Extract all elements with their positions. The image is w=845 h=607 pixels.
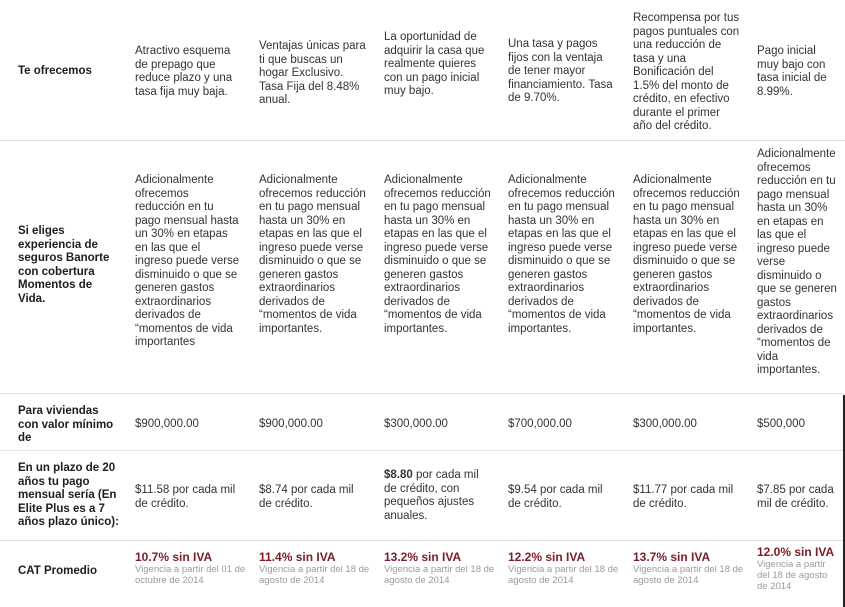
cat-note-3: Vigencia a partir del 18 de agosto de 2014: [384, 564, 495, 586]
cat-pct-6: 12.0% sin IVA: [757, 545, 835, 559]
cell-valor-minimo-5: $300,000.00: [633, 418, 697, 430]
cell-cat-1: [135, 550, 253, 586]
cell-plazo-5: $11.77 por cada mil de crédito.: [633, 484, 734, 510]
cell-plazo-2: $8.74 por cada mil de crédito.: [259, 484, 354, 510]
cell-seguros-5: Adicionalmente ofrecemos reducción en tu pago mensual hasta un 30% en etapas en las que el ingreso puede verse disminuido o que se generen gastos extraordinarios derivados de “momentos de vida importantes.: [633, 174, 740, 335]
cell-cat-4: [508, 550, 620, 586]
cell-valor-minimo-2: $900,000.00: [259, 418, 323, 430]
cell-valor-minimo-3: $300,000.00: [384, 418, 448, 430]
cell-te-ofrecemos-4: Una tasa y pagos fijos con la ventaja de tener mayor financiamiento. Tasa de 9.70%.: [508, 38, 613, 104]
cat-note-4: Vigencia a partir del 18 de agosto de 2014: [508, 564, 619, 586]
cell-plazo-6: $7.85 por cada mil de crédito.: [757, 484, 834, 510]
cell-te-ofrecemos-1: Atractivo esquema de prepago que reduce plazo y una tasa fija muy baja.: [135, 45, 233, 98]
cell-te-ofrecemos-2: Ventajas únicas para ti que buscas un hogar Exclusivo. Tasa Fija del 8.48% anual.: [259, 40, 366, 106]
cat-pct-1: 10.7% sin IVA: [135, 550, 213, 564]
cell-seguros-6: Adicionalmente ofrecemos reducción en tu pago mensual hasta un 30% en etapas en las que el ingreso puede verse disminuido o que se generen gastos extraordinarios derivados de “momentos de vida importantes.: [757, 148, 837, 376]
cell-seguros-4: Adicionalmente ofrecemos reducción en tu pago mensual hasta un 30% en etapas en las que el ingreso puede verse disminuido o que se generen gastos extraordinarios derivados de “momentos de vida importantes.: [508, 174, 615, 335]
cell-te-ofrecemos-3: La oportunidad de adquirir la casa que realmente quieres con un pago inicial muy bajo.: [384, 31, 485, 97]
cell-cat-5: [633, 550, 745, 586]
cat-pct-4: 12.2% sin IVA: [508, 550, 586, 564]
row-valor-minimo: [0, 393, 845, 451]
cell-seguros-2: Adicionalmente ofrecemos reducción en tu pago mensual hasta un 30% en etapas en las que el ingreso puede verse disminuido o que se generen gastos extraordinarios derivados de “momentos de vida importantes.: [259, 174, 366, 335]
cell-te-ofrecemos-6: Pago inicial muy bajo con tasa inicial de 8.99%.: [757, 45, 827, 98]
plazo-bold-amount: $8.80: [384, 469, 413, 481]
cell-valor-minimo-4: $700,000.00: [508, 418, 572, 430]
row-header-valor-minimo: Para viviendas con valor mínimo de: [18, 405, 114, 444]
row-seguros: [0, 140, 845, 394]
cell-plazo-4: $9.54 por cada mil de crédito.: [508, 484, 603, 510]
cell-cat-3: [384, 550, 496, 586]
cell-valor-minimo-1: $900,000.00: [135, 418, 199, 430]
cat-pct-5: 13.7% sin IVA: [633, 550, 711, 564]
row-header-seguros: Si eliges experiencia de seguros Banorte con cobertura Momentos de Vida.: [18, 225, 110, 305]
cell-seguros-3: Adicionalmente ofrecemos reducción en tu pago mensual hasta un 30% en etapas en las que el ingreso puede verse disminuido o que se generen gastos extraordinarios derivados de “momentos de vida importantes.: [384, 174, 491, 335]
row-header-cat: CAT Promedio: [18, 565, 98, 577]
cat-note-2: Vigencia a partir del 18 de agosto de 2014: [259, 564, 370, 586]
cell-te-ofrecemos-5: Recompensa por tus pagos puntuales con una reducción de tasa y una Bonificación del 1.5% del monto de crédito, en efectivo durante el primer año del crédito.: [633, 12, 740, 132]
row-plazo: [0, 450, 845, 541]
cell-cat-2: [259, 550, 371, 586]
cell-seguros-1: Adicionalmente ofrecemos reducción en tu pago mensual hasta un 30% en etapas en las que el ingreso puede verse disminuido o que se generen gastos extraordinarios derivados de “momentos de vida importantes: [135, 174, 240, 348]
cat-pct-2: 11.4% sin IVA: [259, 550, 336, 564]
cat-pct-3: 13.2% sin IVA: [384, 550, 462, 564]
cell-valor-minimo-6: $500,000: [757, 418, 805, 430]
cell-cat-6: [757, 545, 839, 592]
row-header-te-ofrecemos: Te ofrecemos: [18, 65, 92, 77]
row-header-plazo: En un plazo de 20 años tu pago mensual sería (En Elite Plus es a 7 años plazo único):: [18, 462, 119, 528]
row-te-ofrecemos: [0, 0, 845, 141]
cat-note-6: Vigencia a partir del 18 de agosto de 2014: [757, 559, 828, 592]
row-cat: [0, 540, 845, 607]
cell-plazo-1: $11.58 por cada mil de crédito.: [135, 484, 236, 510]
cat-note-5: Vigencia a partir del 18 de agosto de 2014: [633, 564, 744, 586]
cat-note-1: Vigencia a partir del 01 de octubre de 2014: [135, 564, 246, 586]
plazo-amount-text: por cada mil de crédito, con pequeños ajustes anuales.: [384, 469, 479, 522]
cell-plazo-3: [384, 469, 494, 523]
